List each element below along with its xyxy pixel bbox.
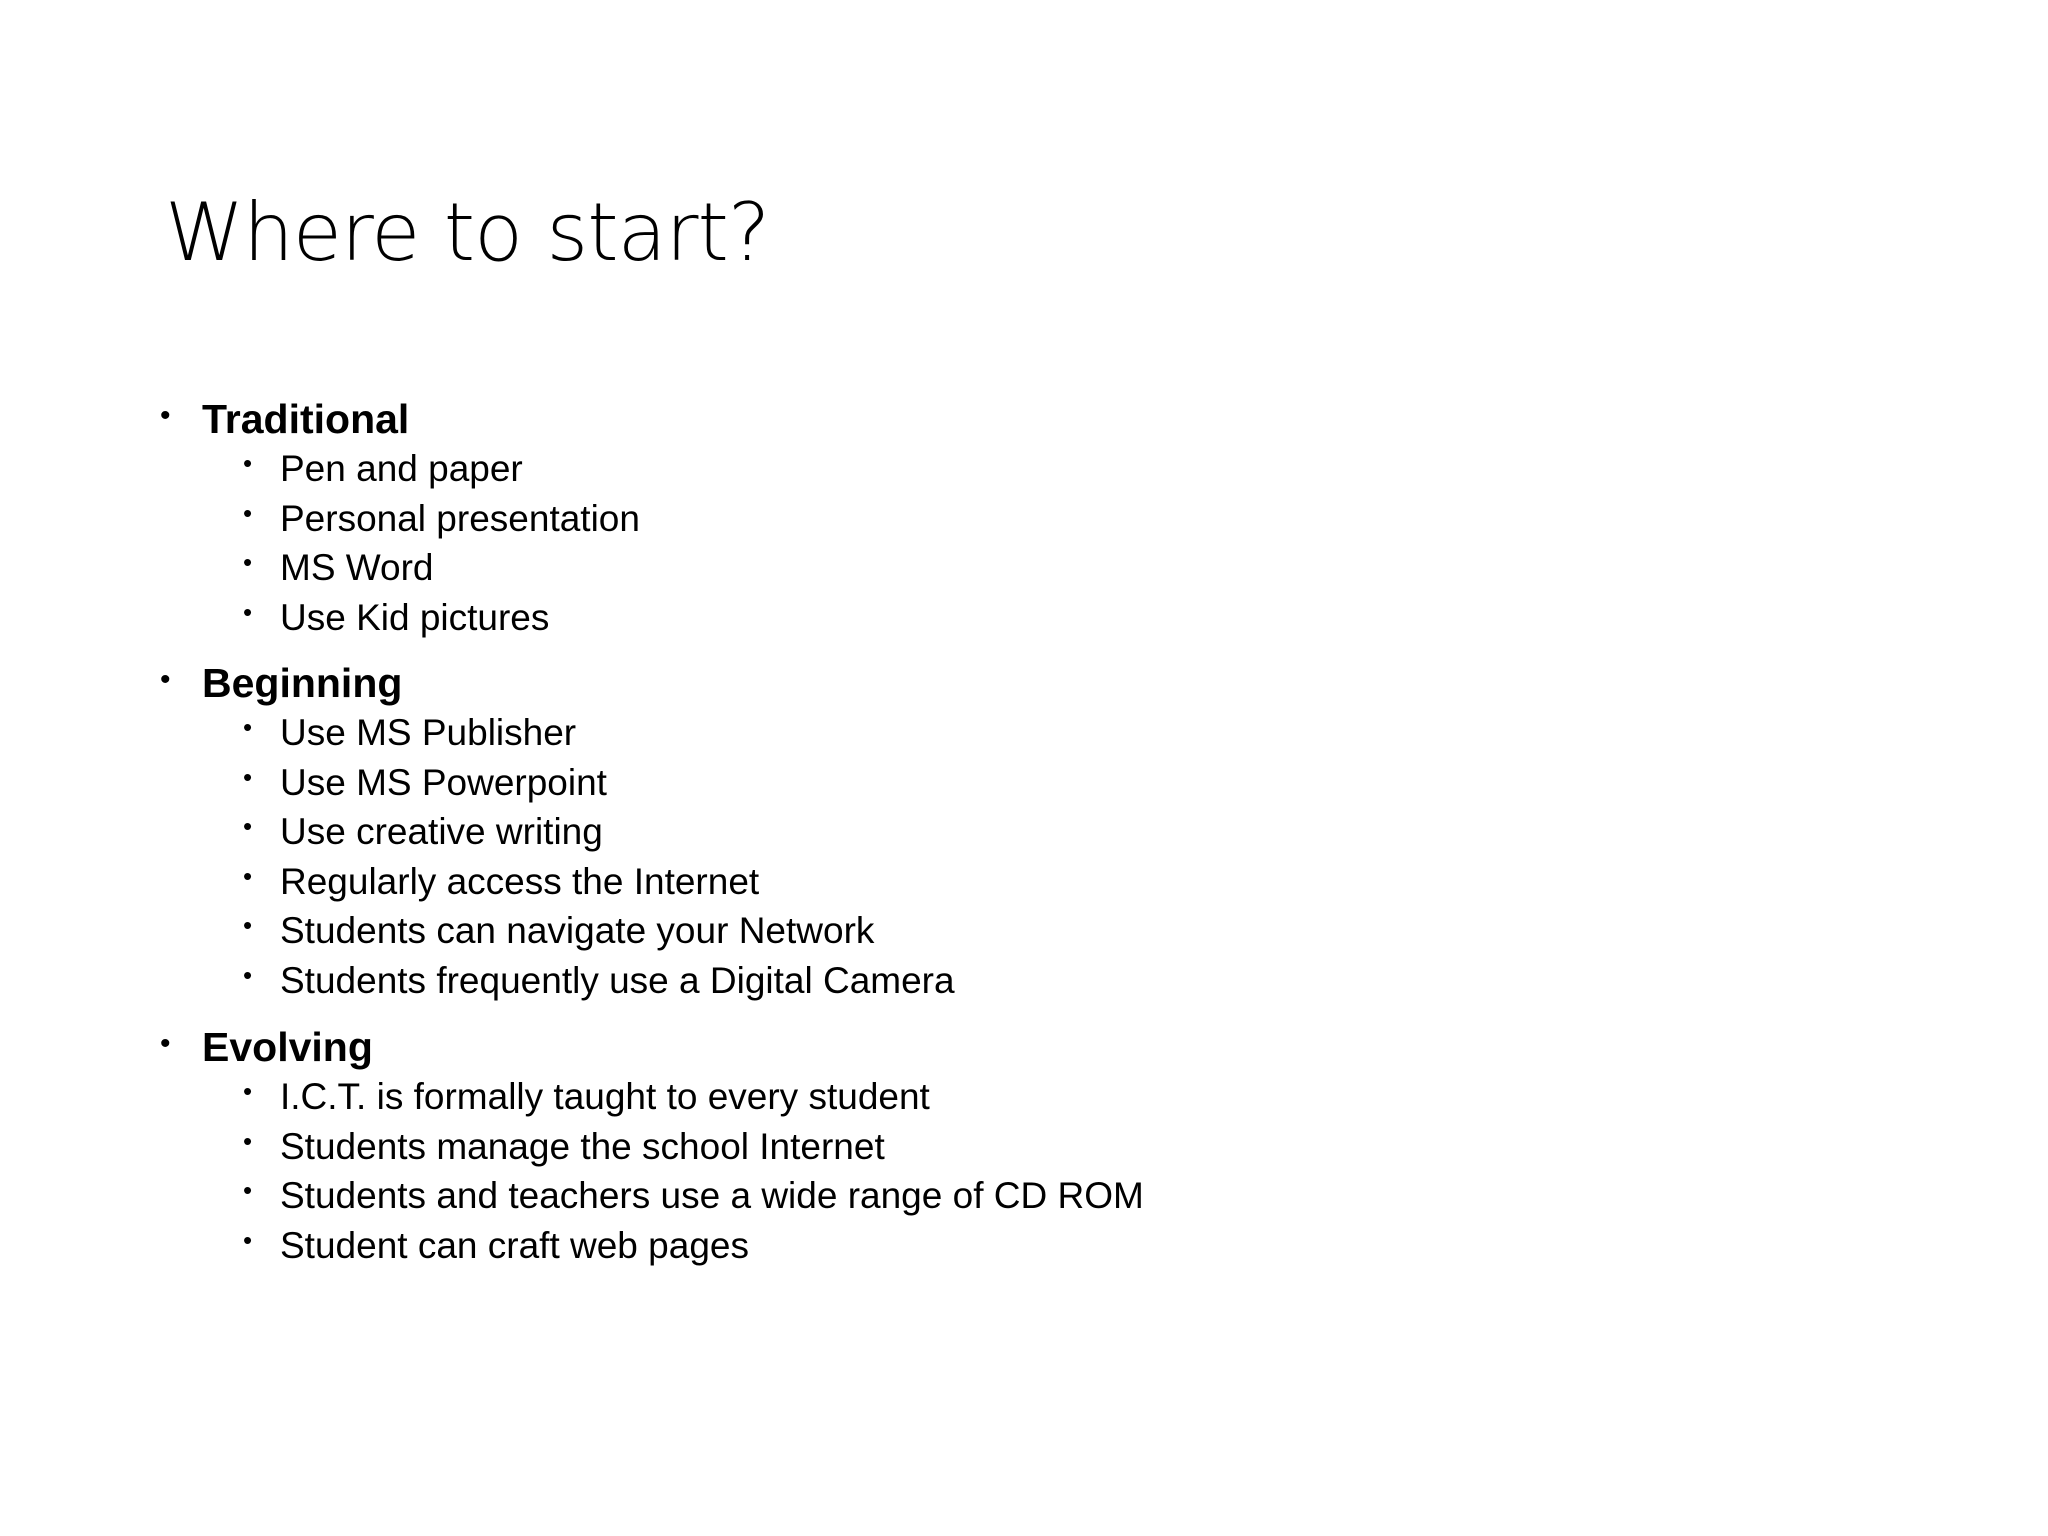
list-item-text: Regularly access the Internet xyxy=(280,860,760,902)
list-item xyxy=(160,1123,1860,1173)
bullet-icon: • xyxy=(243,448,253,478)
list-item-text: Use Kid pictures xyxy=(280,596,550,638)
section-items xyxy=(160,709,1860,1006)
section-items xyxy=(160,445,1860,643)
bullet-icon: • xyxy=(243,1125,253,1156)
bullet-icon: • xyxy=(243,811,253,841)
list-item-text: Use creative writing xyxy=(280,811,603,852)
list-item-text: Personal presentation xyxy=(280,497,640,539)
list-item-text: Pen and paper xyxy=(280,448,523,489)
bullet-icon: • xyxy=(243,712,253,742)
bullet-icon: • xyxy=(160,1027,171,1060)
list-item xyxy=(160,709,1860,759)
bullet-icon: • xyxy=(243,860,253,891)
list-item-text: Students and teachers use a wide range of CD ROM xyxy=(280,1175,1144,1216)
bullet-icon: • xyxy=(243,596,253,627)
section-header xyxy=(160,393,1860,445)
bullet-icon: • xyxy=(243,959,253,990)
section-label: Evolving xyxy=(202,1024,373,1070)
section-label: Beginning xyxy=(202,660,403,706)
bullet-icon: • xyxy=(243,910,253,940)
bullet-icon: • xyxy=(243,1224,253,1255)
list-item xyxy=(160,1073,1860,1123)
list-item xyxy=(160,544,1860,594)
list-item-text: Use MS Powerpoint xyxy=(280,761,607,803)
bullet-icon: • xyxy=(243,497,253,528)
bullet-icon: • xyxy=(243,1175,253,1205)
section-header xyxy=(160,657,1860,709)
list-item xyxy=(160,594,1860,644)
list-item xyxy=(160,907,1860,957)
bullet-icon: • xyxy=(160,399,171,432)
section-traditional xyxy=(160,393,1860,643)
list-item-text: Students frequently use a Digital Camera xyxy=(280,959,955,1001)
list-item xyxy=(160,1172,1860,1222)
bullet-icon: • xyxy=(243,547,253,577)
list-item xyxy=(160,759,1860,809)
list-item-text: Use MS Publisher xyxy=(280,712,577,753)
slide-title: Where to start? xyxy=(165,186,770,279)
section-items xyxy=(160,1073,1860,1271)
list-item xyxy=(160,808,1860,858)
list-item-text: Students can navigate your Network xyxy=(280,910,875,951)
section-label: Traditional xyxy=(202,396,410,442)
bullet-icon: • xyxy=(243,1076,253,1106)
list-item-text: Students manage the school Internet xyxy=(280,1125,885,1167)
bullet-icon: • xyxy=(243,761,253,792)
list-item xyxy=(160,445,1860,495)
section-beginning xyxy=(160,657,1860,1006)
list-item-text: MS Word xyxy=(280,547,434,588)
list-item xyxy=(160,1222,1860,1272)
section-header xyxy=(160,1021,1860,1073)
section-evolving xyxy=(160,1021,1860,1271)
list-item-text: Student can craft web pages xyxy=(280,1224,749,1266)
list-item-text: I.C.T. is formally taught to every student xyxy=(280,1076,930,1117)
list-item xyxy=(160,957,1860,1007)
list-item xyxy=(160,495,1860,545)
list-item xyxy=(160,858,1860,908)
bullet-icon: • xyxy=(160,663,171,696)
